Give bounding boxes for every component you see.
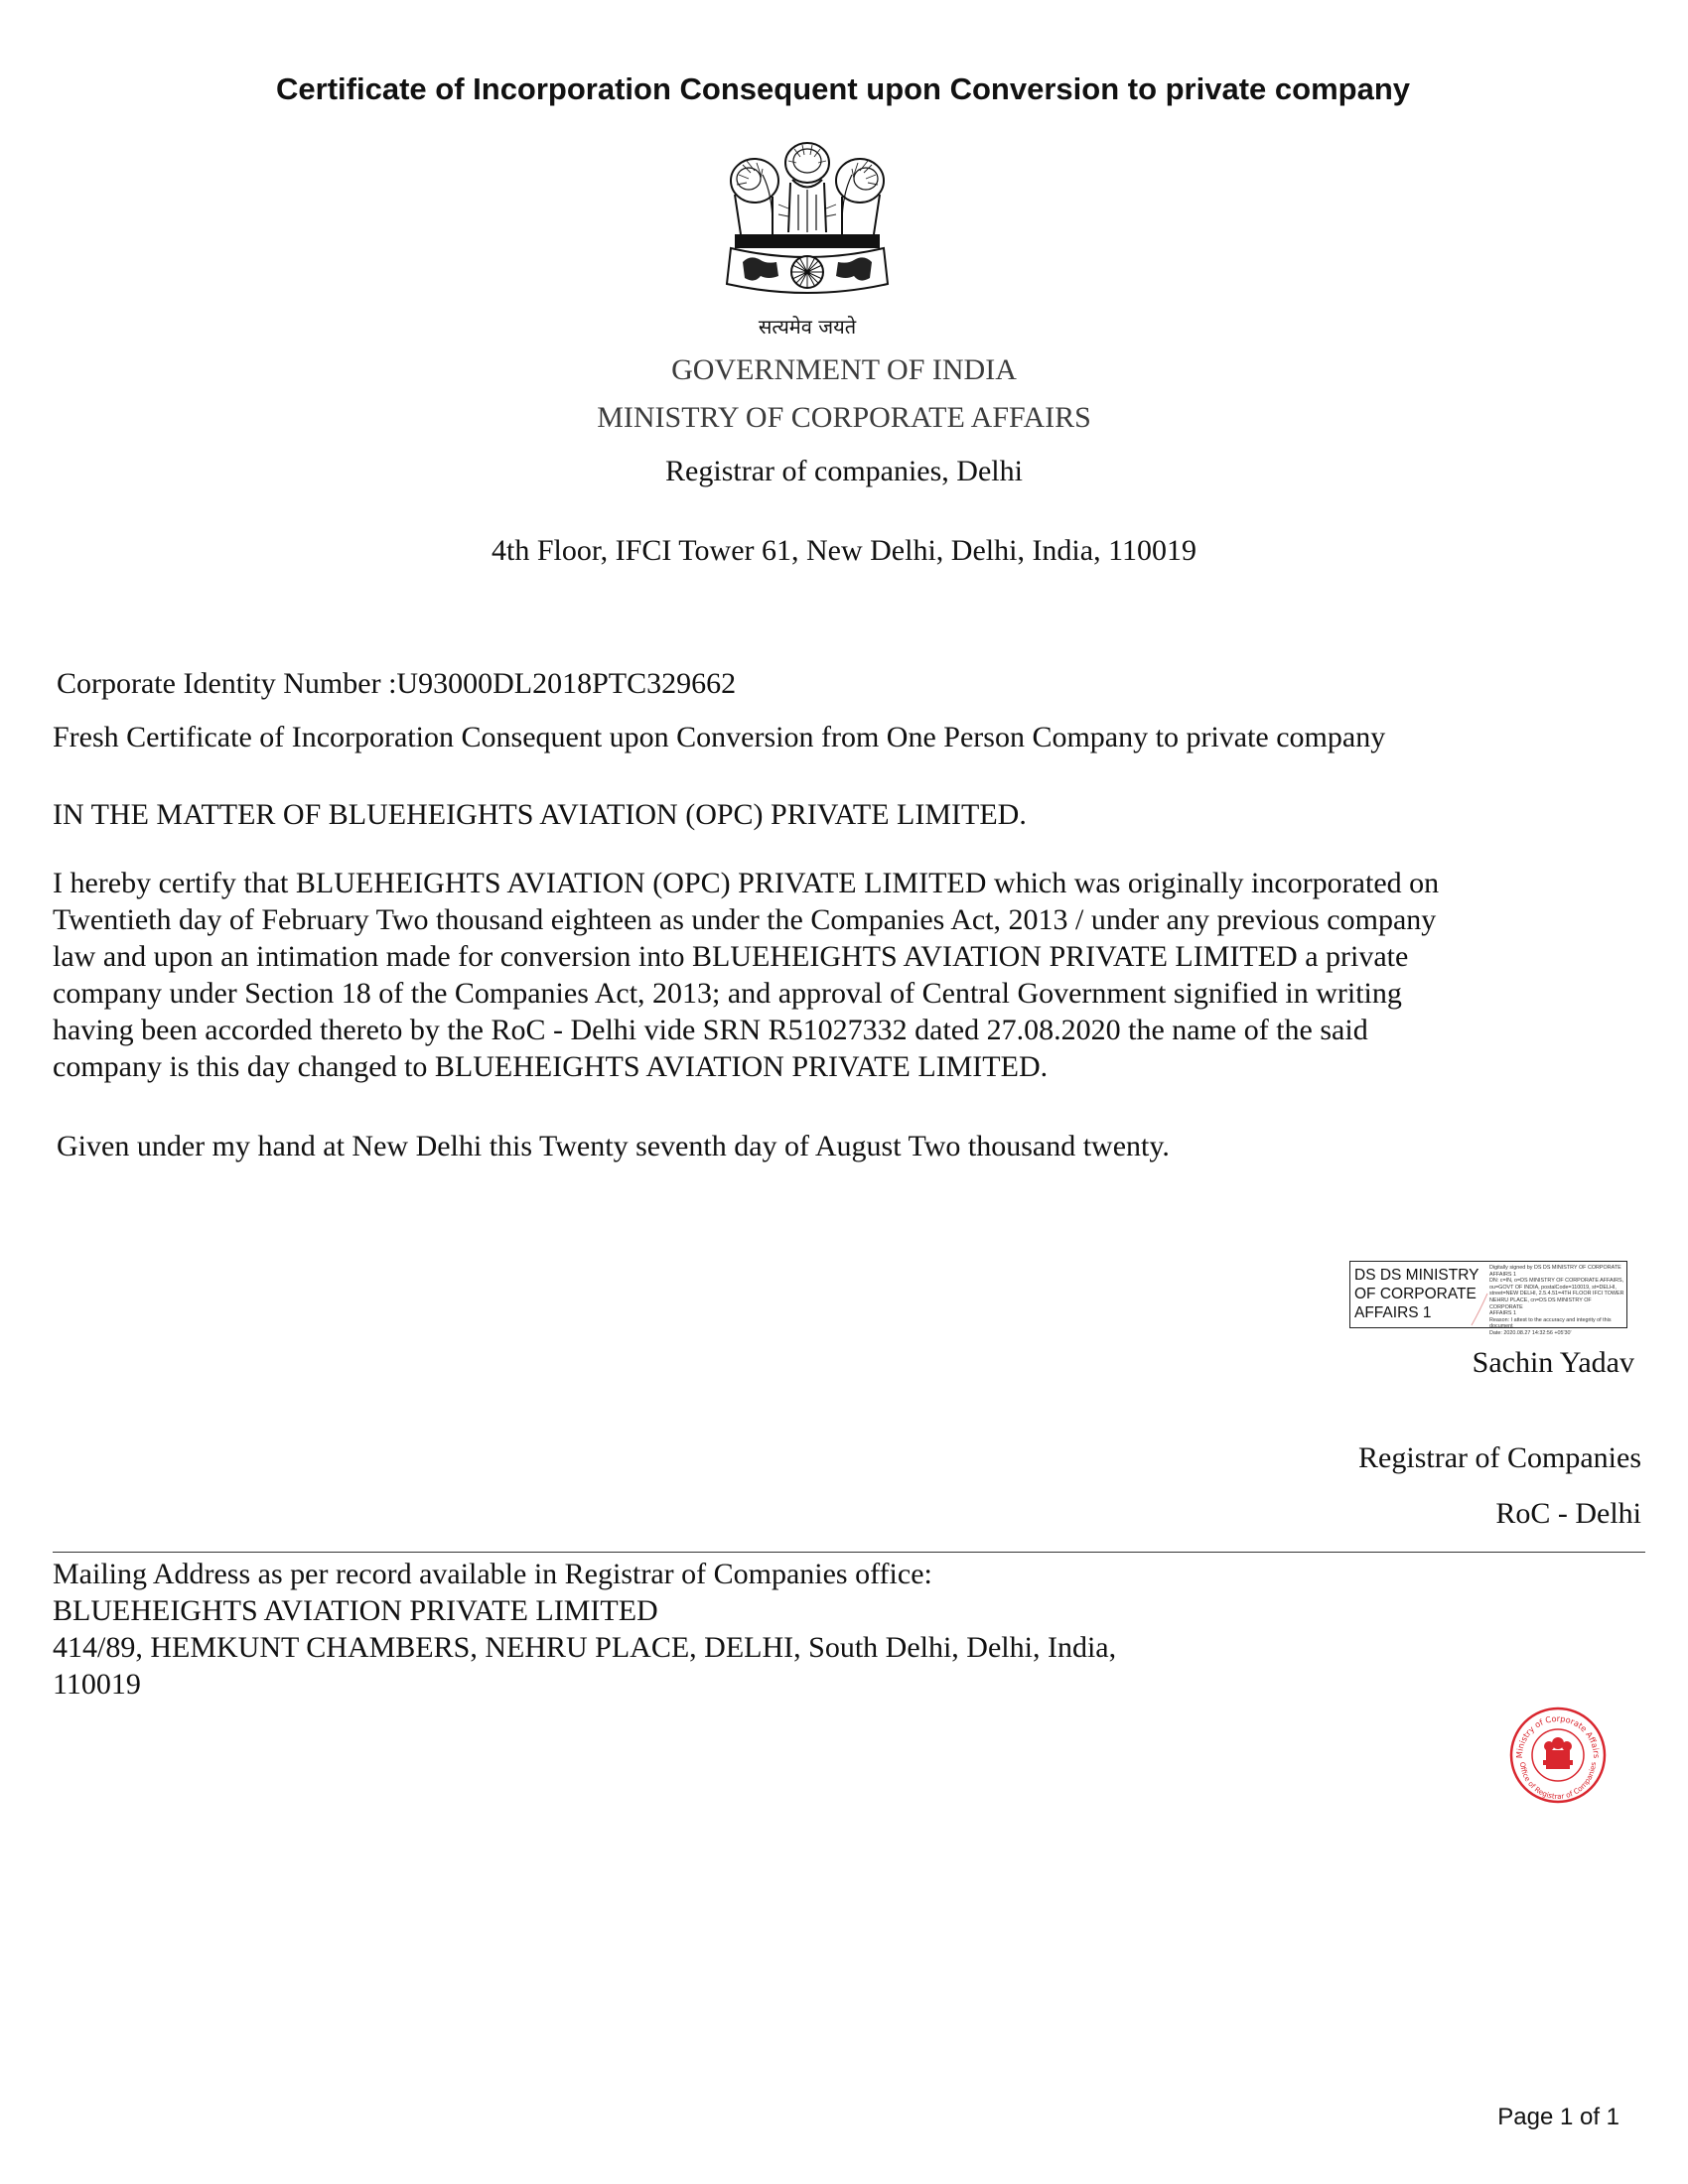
registrar-office: Registrar of companies, Delhi (665, 455, 1023, 487)
divider (53, 1552, 1645, 1553)
signature-detail-line: NEHRU PLACE, cn=DS DS MINISTRY OF CORPORATE (1489, 1297, 1592, 1310)
certification-line: company under Section 18 of the Companies Act, 2013; and approval of Central Government signified in writing (53, 977, 1402, 1010)
signature-signer-name (1354, 1266, 1485, 1322)
national-emblem-icon (713, 135, 902, 343)
signature-detail-line: Reason: I attest to the accuracy and integrity of this (1489, 1316, 1612, 1323)
certification-line: Twentieth day of February Two thousand eighteen as under the Companies Act, 2013 / under any previous company (53, 903, 1437, 936)
signature-detail-line: DN: c=IN, o=DS MINISTRY OF CORPORATE AFFAIRS, (1489, 1278, 1624, 1285)
signer-name: Sachin Yadav (1472, 1346, 1634, 1379)
certification-line: law and upon an intimation made for conversion into BLUEHEIGHTS AVIATION PRIVATE LIMITED a private (53, 940, 1409, 973)
certification-line: I hereby certify that BLUEHEIGHTS AVIATION (OPC) PRIVATE LIMITED which was originally incorporated on (53, 867, 1440, 899)
signature-details (1489, 1265, 1624, 1337)
signer-designation: Registrar of Companies (1358, 1441, 1641, 1474)
certification-body (53, 865, 1641, 1085)
ministry-name: MINISTRY OF CORPORATE AFFAIRS (597, 401, 1091, 434)
matter-line: IN THE MATTER OF BLUEHEIGHTS AVIATION (OPC) PRIVATE LIMITED. (53, 798, 1027, 831)
certification-line: company is this day changed to BLUEHEIGHTS AVIATION PRIVATE LIMITED. (53, 1050, 1049, 1083)
certificate-title: Fresh Certificate of Incorporation Consequent upon Conversion from One Person Company to private company (53, 721, 1386, 753)
signature-detail-line: ou=GOVT OF INDIA, postalCode=110019, st=DELHI, (1489, 1284, 1617, 1291)
emblem-motto: सत्यमेव जयते (758, 315, 857, 339)
seal-top-text: Ministry of Corporate Affairs (1513, 1712, 1603, 1759)
signature-detail-line: Date: 2020.08.27 14:32:56 +05'30' (1489, 1329, 1572, 1336)
office-address: 4th Floor, IFCI Tower 61, New Delhi, Delhi, India, 110019 (492, 534, 1196, 567)
signature-name-line: AFFAIRS 1 (1354, 1304, 1432, 1321)
page-number: Page 1 of 1 (1497, 2104, 1619, 2130)
signer-office: RoC - Delhi (1495, 1497, 1641, 1530)
digital-signature-box[interactable] (1349, 1261, 1627, 1336)
mailing-address (53, 1556, 1116, 1703)
signature-detail-line: AFFAIRS 1 (1489, 1310, 1516, 1317)
signature-tick-icon (1470, 1292, 1489, 1327)
mailing-line: Mailing Address as per record available in Registrar of Companies office: (53, 1558, 932, 1590)
government-name: GOVERNMENT OF INDIA (671, 353, 1017, 386)
signature-detail-line: document (1489, 1323, 1513, 1330)
signature-detail-line: AFFAIRS 1 (1489, 1271, 1516, 1278)
certificate-heading: Certificate of Incorporation Consequent upon Conversion to private company (276, 71, 1410, 106)
mailing-line: BLUEHEIGHTS AVIATION PRIVATE LIMITED (53, 1594, 658, 1627)
signature-detail-line: Digitally signed by DS DS MINISTRY OF CORPORATE (1489, 1265, 1621, 1271)
signature-name-line: DS DS MINISTRY (1354, 1267, 1479, 1284)
mailing-line: 414/89, HEMKUNT CHAMBERS, NEHRU PLACE, DELHI, South Delhi, Delhi, India, (53, 1631, 1117, 1664)
ministry-seal-icon (1508, 1706, 1608, 1805)
mailing-line: 110019 (53, 1668, 141, 1701)
given-under-hand: Given under my hand at New Delhi this Twenty seventh day of August Two thousand twenty. (57, 1130, 1170, 1162)
seal-bottom-text: Office of Registrar of Companies (1517, 1761, 1599, 1802)
certification-line: having been accorded thereto by the RoC - Delhi vide SRN R51027332 dated 27.08.2020 the name of the said (53, 1014, 1368, 1046)
signature-detail-line: street=NEW DELHI, 2.5.4.51=4TH FLOOR IFCI TOWER (1489, 1291, 1624, 1297)
corporate-identity-number: Corporate Identity Number :U93000DL2018PTC329662 (57, 667, 737, 700)
signature-name-line: OF CORPORATE (1354, 1286, 1477, 1302)
